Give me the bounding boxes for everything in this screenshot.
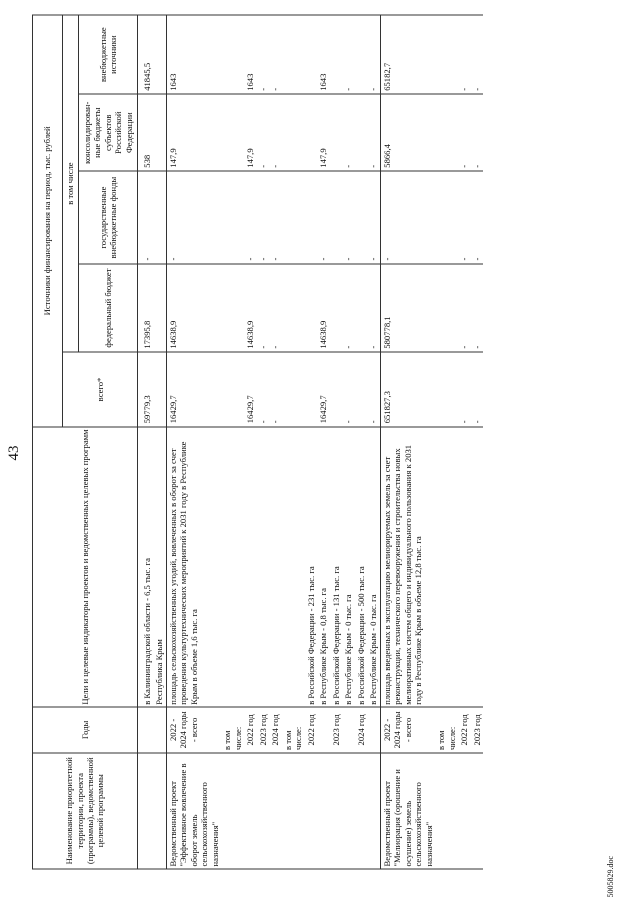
row-goal-cell: в Российской Федерации - 231 тыс. га [305, 426, 317, 706]
row-federal-cell [355, 263, 367, 351]
row-name-cell [342, 752, 354, 868]
row-regional-cell [282, 94, 305, 171]
row-year-cell: 2022 - 2024 годы - всего [166, 707, 221, 752]
row-federal-cell: 14638,9 [317, 263, 329, 351]
header-goals: Цели и целевые индикаторы проектов и ведомственных целевых программ [33, 426, 138, 706]
row-year-cell: 2023 год [471, 707, 483, 752]
row-extrabudget-cell [435, 15, 458, 94]
row-year-cell: в том числе: [435, 707, 458, 752]
row-regional-cell: 147,9 [166, 94, 221, 171]
row-year-cell [317, 707, 329, 752]
header-name: Наименование приоритетной территории, проекта (программы), ведомственной целевой программы [33, 752, 138, 868]
row-goal-cell [458, 426, 470, 706]
row-regional-cell [305, 94, 317, 171]
row-total-cell [305, 352, 317, 427]
row-total-cell: - [367, 352, 380, 427]
row-total-cell: 16429,7 [166, 352, 221, 427]
row-regional-cell: - [269, 94, 281, 171]
row-name-cell [153, 752, 166, 868]
row-year-cell [367, 707, 380, 752]
page-number: 43 [6, 445, 22, 460]
row-state-funds-cell [221, 171, 244, 264]
row-goal-cell [244, 426, 256, 706]
row-total-cell [221, 352, 244, 427]
row-name-cell [458, 752, 470, 868]
row-name-cell [367, 752, 380, 868]
row-year-cell: 2024 год [269, 707, 281, 752]
row-extrabudget-cell [355, 15, 367, 94]
row-federal-cell [330, 263, 342, 351]
header-federal: федеральный бюджет [79, 263, 138, 351]
row-name-cell [244, 752, 256, 868]
table-row [138, 15, 154, 869]
row-year-cell: в том числе: [282, 707, 305, 752]
row-extrabudget-cell: - [269, 15, 281, 94]
row-goal-cell [282, 426, 305, 706]
table-header [33, 15, 138, 869]
table-row [244, 15, 256, 869]
row-goal-cell: площадь введенных в эксплуатацию мелиорируемых земель за счет реконструкции, технического перевооружения и строительства новых мелиоративных систем общего и индивидуального пользования к 2031 году в Республике Крым в объеме 12,8 тыс. га [380, 426, 435, 706]
row-state-funds-cell: - [244, 171, 256, 264]
table-row [317, 15, 329, 869]
row-federal-cell: 14638,9 [244, 263, 256, 351]
row-regional-cell: 538 [138, 94, 154, 171]
row-total-cell: 16429,7 [244, 352, 256, 427]
row-regional-cell: - [458, 94, 470, 171]
table-row [367, 15, 380, 869]
row-goal-cell: в Республике Крым - 0,8 тыс. га [317, 426, 329, 706]
row-name-cell [355, 752, 367, 868]
row-state-funds-cell [305, 171, 317, 264]
table-body [138, 15, 484, 869]
row-state-funds-cell [282, 171, 305, 264]
table-row [380, 15, 435, 869]
row-goal-cell: в Российской Федерации - 131 тыс. га [330, 426, 342, 706]
row-goal-cell [221, 426, 244, 706]
row-goal-cell [257, 426, 269, 706]
row-year-cell: 2022 год [244, 707, 256, 752]
row-federal-cell: - [471, 263, 483, 351]
row-year-cell: 2022 - 2024 годы - всего [380, 707, 435, 752]
row-regional-cell: 147,9 [317, 94, 329, 171]
row-extrabudget-cell: - [257, 15, 269, 94]
row-year-cell [342, 707, 354, 752]
table-row [305, 15, 317, 869]
row-extrabudget-cell [305, 15, 317, 94]
row-extrabudget-cell [153, 15, 166, 94]
row-extrabudget-cell: - [458, 15, 470, 94]
row-goal-cell [435, 426, 458, 706]
row-regional-cell [330, 94, 342, 171]
row-goal-cell: в Республике Крым - 0 тыс. га [367, 426, 380, 706]
row-extrabudget-cell: - [342, 15, 354, 94]
row-total-cell [153, 352, 166, 427]
row-total-cell: - [257, 352, 269, 427]
row-extrabudget-cell [282, 15, 305, 94]
row-state-funds-cell: - [380, 171, 435, 264]
row-year-cell [153, 707, 166, 752]
row-federal-cell [221, 263, 244, 351]
row-name-cell [471, 752, 483, 868]
row-name-cell [221, 752, 244, 868]
row-total-cell: 651827,3 [380, 352, 435, 427]
row-state-funds-cell: - [367, 171, 380, 264]
row-name-cell [257, 752, 269, 868]
row-total-cell: 16429,7 [317, 352, 329, 427]
row-year-cell: в том числе: [221, 707, 244, 752]
row-federal-cell [305, 263, 317, 351]
row-total-cell: - [471, 352, 483, 427]
table-row [269, 15, 281, 869]
row-extrabudget-cell: - [367, 15, 380, 94]
row-total-cell: - [342, 352, 354, 427]
row-federal-cell [153, 263, 166, 351]
row-name-cell [282, 752, 305, 868]
row-regional-cell: - [471, 94, 483, 171]
table-row [435, 15, 458, 869]
table-row [458, 15, 470, 869]
row-federal-cell: 17395,8 [138, 263, 154, 351]
row-federal-cell: - [367, 263, 380, 351]
row-year-cell: 2023 год [330, 707, 342, 752]
row-federal-cell: 14638,9 [166, 263, 221, 351]
row-state-funds-cell: - [257, 171, 269, 264]
row-name-cell [269, 752, 281, 868]
row-regional-cell: - [257, 94, 269, 171]
row-state-funds-cell: - [342, 171, 354, 264]
row-state-funds-cell: - [458, 171, 470, 264]
row-regional-cell [153, 94, 166, 171]
row-state-funds-cell: - [317, 171, 329, 264]
table-row [342, 15, 354, 869]
row-regional-cell: 147,9 [244, 94, 256, 171]
row-name-cell: Ведомственный проект "Мелиорация (орошение и осушение) земель сельскохозяйственного назначения" [380, 752, 435, 868]
header-sources: Источники финансирования на период, тыс. рублей [33, 15, 63, 427]
row-name-cell [330, 752, 342, 868]
row-goal-cell: в Калининградской области - 6,5 тыс. га [138, 426, 154, 706]
row-name-cell [305, 752, 317, 868]
row-goal-cell [269, 426, 281, 706]
row-name-cell [317, 752, 329, 868]
row-year-cell [138, 707, 154, 752]
row-regional-cell: - [367, 94, 380, 171]
row-federal-cell: 580778,1 [380, 263, 435, 351]
header-regional: консолидирован-ные бюджеты субъектов Российской Федерации [79, 94, 138, 171]
row-state-funds-cell [153, 171, 166, 264]
row-federal-cell: - [269, 263, 281, 351]
header-total: всего* [63, 352, 138, 427]
row-extrabudget-cell: 41845,5 [138, 15, 154, 94]
table-row [330, 15, 342, 869]
row-goal-cell: в Республике Крым - 0 тыс. га [342, 426, 354, 706]
row-extrabudget-cell [330, 15, 342, 94]
row-name-cell: Ведомственный проект "Эффективное вовлечение в оборот земель сельскохозяйственного назначения" [166, 752, 221, 868]
row-federal-cell [435, 263, 458, 351]
header-state-funds: государственные внебюджетные фонды [79, 171, 138, 264]
table-row [282, 15, 305, 869]
row-extrabudget-cell: 1643 [244, 15, 256, 94]
row-regional-cell: 5866,4 [380, 94, 435, 171]
row-federal-cell: - [458, 263, 470, 351]
row-state-funds-cell [355, 171, 367, 264]
row-extrabudget-cell: 65182,7 [380, 15, 435, 94]
row-federal-cell: - [257, 263, 269, 351]
row-total-cell [282, 352, 305, 427]
row-federal-cell [282, 263, 305, 351]
row-total-cell [355, 352, 367, 427]
row-total-cell: - [458, 352, 470, 427]
row-total-cell [435, 352, 458, 427]
row-total-cell [330, 352, 342, 427]
row-state-funds-cell: - [471, 171, 483, 264]
row-state-funds-cell: - [138, 171, 154, 264]
row-state-funds-cell [330, 171, 342, 264]
row-goal-cell: в Российской Федерации - 500 тыс. га [355, 426, 367, 706]
row-goal-cell [471, 426, 483, 706]
table-row [221, 15, 244, 869]
row-extrabudget-cell: 1643 [166, 15, 221, 94]
document-code: 5005829.doc [606, 855, 615, 897]
row-regional-cell: - [342, 94, 354, 171]
header-years: Годы [33, 707, 138, 752]
row-regional-cell [435, 94, 458, 171]
row-state-funds-cell: - [269, 171, 281, 264]
table-row [471, 15, 483, 869]
row-goal-cell: площадь сельскохозяйственных угодий, вовлеченных в оборот за счет проведения культуртехнических мероприятий к 2031 году в Республике Крым в объеме 1,6 тыс. га [166, 426, 221, 706]
row-regional-cell [355, 94, 367, 171]
row-extrabudget-cell: - [471, 15, 483, 94]
table-row [257, 15, 269, 869]
header-including: в том числе [63, 15, 79, 352]
row-extrabudget-cell [221, 15, 244, 94]
table-row [153, 15, 166, 869]
row-name-cell [138, 752, 154, 868]
row-state-funds-cell: - [166, 171, 221, 264]
financing-table [32, 14, 483, 869]
row-goal-cell: Республика Крым [153, 426, 166, 706]
row-state-funds-cell [435, 171, 458, 264]
header-extrabudget: внебюджетные источники [79, 15, 138, 94]
row-year-cell: 2024 год [355, 707, 367, 752]
row-federal-cell: - [342, 263, 354, 351]
table-row [355, 15, 367, 869]
row-year-cell: 2023 год [257, 707, 269, 752]
row-extrabudget-cell: 1643 [317, 15, 329, 94]
row-regional-cell [221, 94, 244, 171]
row-total-cell: 59779,3 [138, 352, 154, 427]
row-total-cell: - [269, 352, 281, 427]
table-row [166, 15, 221, 869]
row-year-cell: 2022 год [458, 707, 470, 752]
row-year-cell: 2022 год [305, 707, 317, 752]
row-name-cell [435, 752, 458, 868]
